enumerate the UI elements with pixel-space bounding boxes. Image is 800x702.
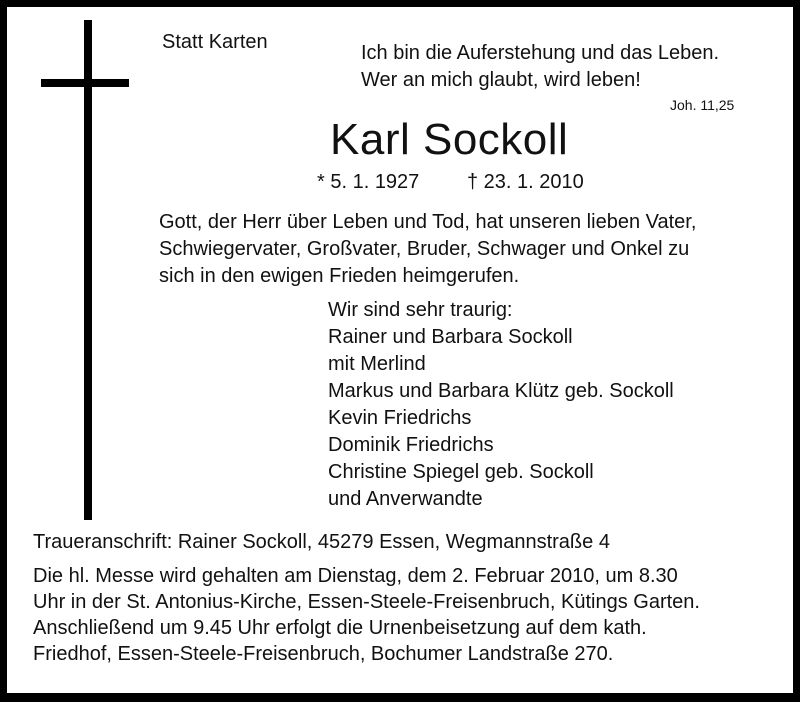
mourners-list — [328, 297, 674, 513]
mourners-intro: Wir sind sehr traurig: — [328, 299, 513, 321]
cross-horizontal-bar — [41, 79, 129, 87]
mourner-entry: Dominik Friedrichs — [328, 434, 494, 456]
announcement-text — [159, 209, 696, 290]
death-date: † 23. 1. 2010 — [467, 171, 584, 193]
mourner-entry: mit Merlind — [328, 353, 426, 375]
mourner-entry: und Anverwandte — [328, 488, 483, 510]
mourner-entry: Christine Spiegel geb. Sockoll — [328, 461, 594, 483]
service-details — [33, 563, 700, 667]
announcement-line: sich in den ewigen Frieden heimgerufen. — [159, 265, 520, 287]
mourner-entry: Rainer und Barbara Sockoll — [328, 326, 573, 348]
cross-vertical-bar — [84, 20, 92, 520]
service-line: Uhr in der St. Antonius-Kirche, Essen-Steele-Freisenbruch, Kütings Garten. — [33, 591, 700, 613]
bible-quote — [361, 40, 719, 94]
announcement-line: Schwiegervater, Großvater, Bruder, Schwager und Onkel zu — [159, 238, 690, 260]
deceased-name: Karl Sockoll — [330, 115, 569, 164]
mourner-entry: Markus und Barbara Klütz geb. Sockoll — [328, 380, 674, 402]
quote-line: Ich bin die Auferstehung und das Leben. — [361, 42, 720, 64]
mourning-address: Traueranschrift: Rainer Sockoll, 45279 Essen, Wegmannstraße 4 — [33, 531, 610, 553]
statt-karten-label: Statt Karten — [162, 31, 268, 53]
service-line: Anschließend um 9.45 Uhr erfolgt die Urnenbeisetzung auf dem kath. — [33, 617, 647, 639]
mourner-entry: Kevin Friedrichs — [328, 407, 472, 429]
service-line: Die hl. Messe wird gehalten am Dienstag, dem 2. Februar 2010, um 8.30 — [33, 565, 678, 587]
service-line: Friedhof, Essen-Steele-Freisenbruch, Bochumer Landstraße 270. — [33, 643, 614, 665]
quote-line: Wer an mich glaubt, wird leben! — [361, 69, 641, 91]
obituary-notice — [7, 7, 793, 693]
birth-date: * 5. 1. 1927 — [317, 171, 420, 193]
announcement-line: Gott, der Herr über Leben und Tod, hat unseren lieben Vater, — [159, 211, 697, 233]
quote-reference: Joh. 11,25 — [670, 97, 735, 113]
